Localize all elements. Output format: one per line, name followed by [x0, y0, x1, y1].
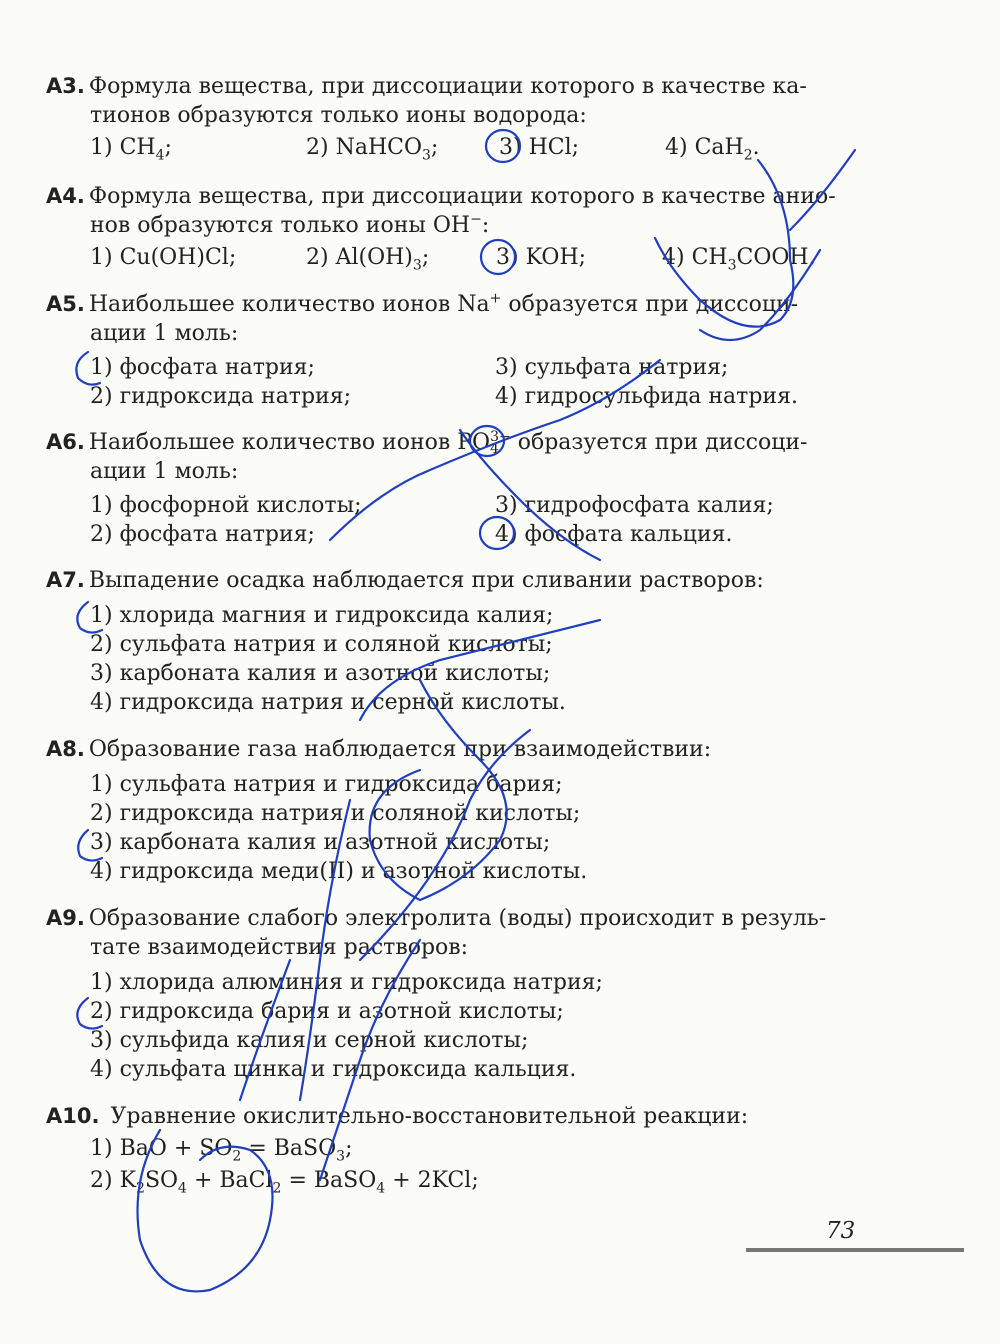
question-text: Образование слабого электролита (воды) происходит в резуль-	[88, 906, 827, 931]
option-3: 3) гидрофосфата калия;	[495, 493, 774, 518]
option-3: 3) карбоната калия и азотной кислоты;	[90, 830, 551, 855]
option-2: 2) NaHCO$_3$;	[306, 135, 439, 164]
option-2: 2) гидроксида бария и азотной кислоты;	[90, 999, 564, 1024]
page-number: 73	[826, 1218, 856, 1244]
question-number: А4.	[46, 184, 85, 208]
option-1: 1) сульфата натрия и гидроксида бария;	[90, 772, 563, 797]
option-2: 2) гидроксида натрия и соляной кислоты;	[90, 801, 581, 826]
option-4: 4) фосфата кальция.	[495, 522, 733, 547]
option-1: 1) хлорида магния и гидроксида калия;	[90, 603, 554, 628]
option-1: 1) фосфорной кислоты;	[90, 493, 362, 518]
question-number: А5.	[46, 292, 85, 316]
answer-circle-a7	[77, 602, 102, 633]
option-3: 3) карбоната калия и азотной кислоты;	[90, 661, 551, 686]
scribble-stroke	[360, 730, 530, 960]
option-2: 2) сульфата натрия и соляной кислоты;	[90, 632, 553, 657]
scribble-stroke	[240, 960, 290, 1100]
question-text: тате взаимодействия растворов:	[90, 935, 469, 960]
question-text: тионов образуются только ионы водорода:	[90, 103, 587, 128]
option-3: 3) KOH;	[496, 245, 587, 270]
question-text: ации 1 моль:	[90, 459, 239, 484]
option-2: 2) $K_2SO_4$ + BaCl$_2$ = BaSO$_4$ + 2KCl;	[90, 1168, 479, 1197]
question-text: нов образуются только ионы OH−:	[90, 211, 490, 238]
question-text: Образование газа наблюдается при взаимодействии:	[88, 737, 712, 762]
option-1: 1) Cu(OH)Cl;	[90, 245, 237, 270]
option-4: 4) гидросульфида натрия.	[495, 384, 798, 409]
scribble-stroke	[138, 1130, 273, 1291]
question-number: А6.	[46, 430, 85, 454]
scribble-stroke	[330, 360, 660, 540]
option-3: 3) сульфида калия и серной кислоты;	[90, 1028, 529, 1053]
option-1: 1) фосфата натрия;	[90, 355, 315, 380]
question-number: А9.	[46, 906, 85, 930]
option-1: 1) BaO + $SO_2$ = BaSO$_3$;	[90, 1136, 353, 1165]
scribble-stroke	[360, 620, 600, 720]
scribble-stroke	[655, 160, 793, 327]
option-4: 4) CaH$_2$.	[665, 135, 760, 164]
question-text: Выпадение осадка наблюдается при сливании растворов:	[88, 568, 764, 593]
answer-circle-a6	[480, 517, 514, 549]
question-text: Формула вещества, при диссоциации которого в качестве ка-	[88, 74, 807, 99]
question-text: Наибольшее количество ионов Na+ образуется при диссоци-	[88, 290, 799, 317]
scribble-stroke	[370, 680, 507, 900]
scribble-stroke	[790, 150, 855, 230]
option-2: 2) гидроксида натрия;	[90, 384, 352, 409]
answer-circle-a5	[76, 352, 100, 385]
answer-circle-a3	[486, 130, 520, 162]
answer-circle-a4	[481, 240, 515, 274]
option-4: 4) гидроксида меди(II) и азотной кислоты.	[90, 859, 588, 884]
option-3: 3) HCl;	[499, 135, 580, 160]
question-text: Наибольшее количество ионов PO 3− 4 образуется при диссоци-	[88, 429, 808, 457]
option-2: 2) $Al(OH)_3$;	[306, 245, 430, 274]
scribble-stroke	[300, 800, 350, 1100]
option-2: 2) фосфата натрия;	[90, 522, 315, 547]
question-text: Формула вещества, при диссоциации которого в качестве анио-	[88, 184, 836, 209]
option-3: 3) сульфата натрия;	[495, 355, 729, 380]
answer-circle-a9	[77, 998, 102, 1029]
question-number: А3.	[46, 74, 85, 98]
question-text: ации 1 моль:	[90, 321, 239, 346]
question-text: Уравнение окислительно-восстановительной реакции:	[110, 1104, 749, 1129]
option-1: 1) $CH_4$;	[90, 135, 172, 164]
answer-circle-a8	[78, 830, 102, 861]
question-number: А7.	[46, 568, 85, 592]
scribble-stroke	[320, 940, 420, 1180]
option-4: 4) гидроксида натрия и серной кислоты.	[90, 690, 566, 715]
option-4: 4) $CH_3COOH$.	[662, 245, 816, 274]
question-number: А10.	[46, 1104, 100, 1128]
option-1: 1) хлорида алюминия и гидроксида натрия;	[90, 970, 603, 995]
question-number: А8.	[46, 737, 85, 761]
option-4: 4) сульфата цинка и гидроксида кальция.	[90, 1057, 577, 1082]
